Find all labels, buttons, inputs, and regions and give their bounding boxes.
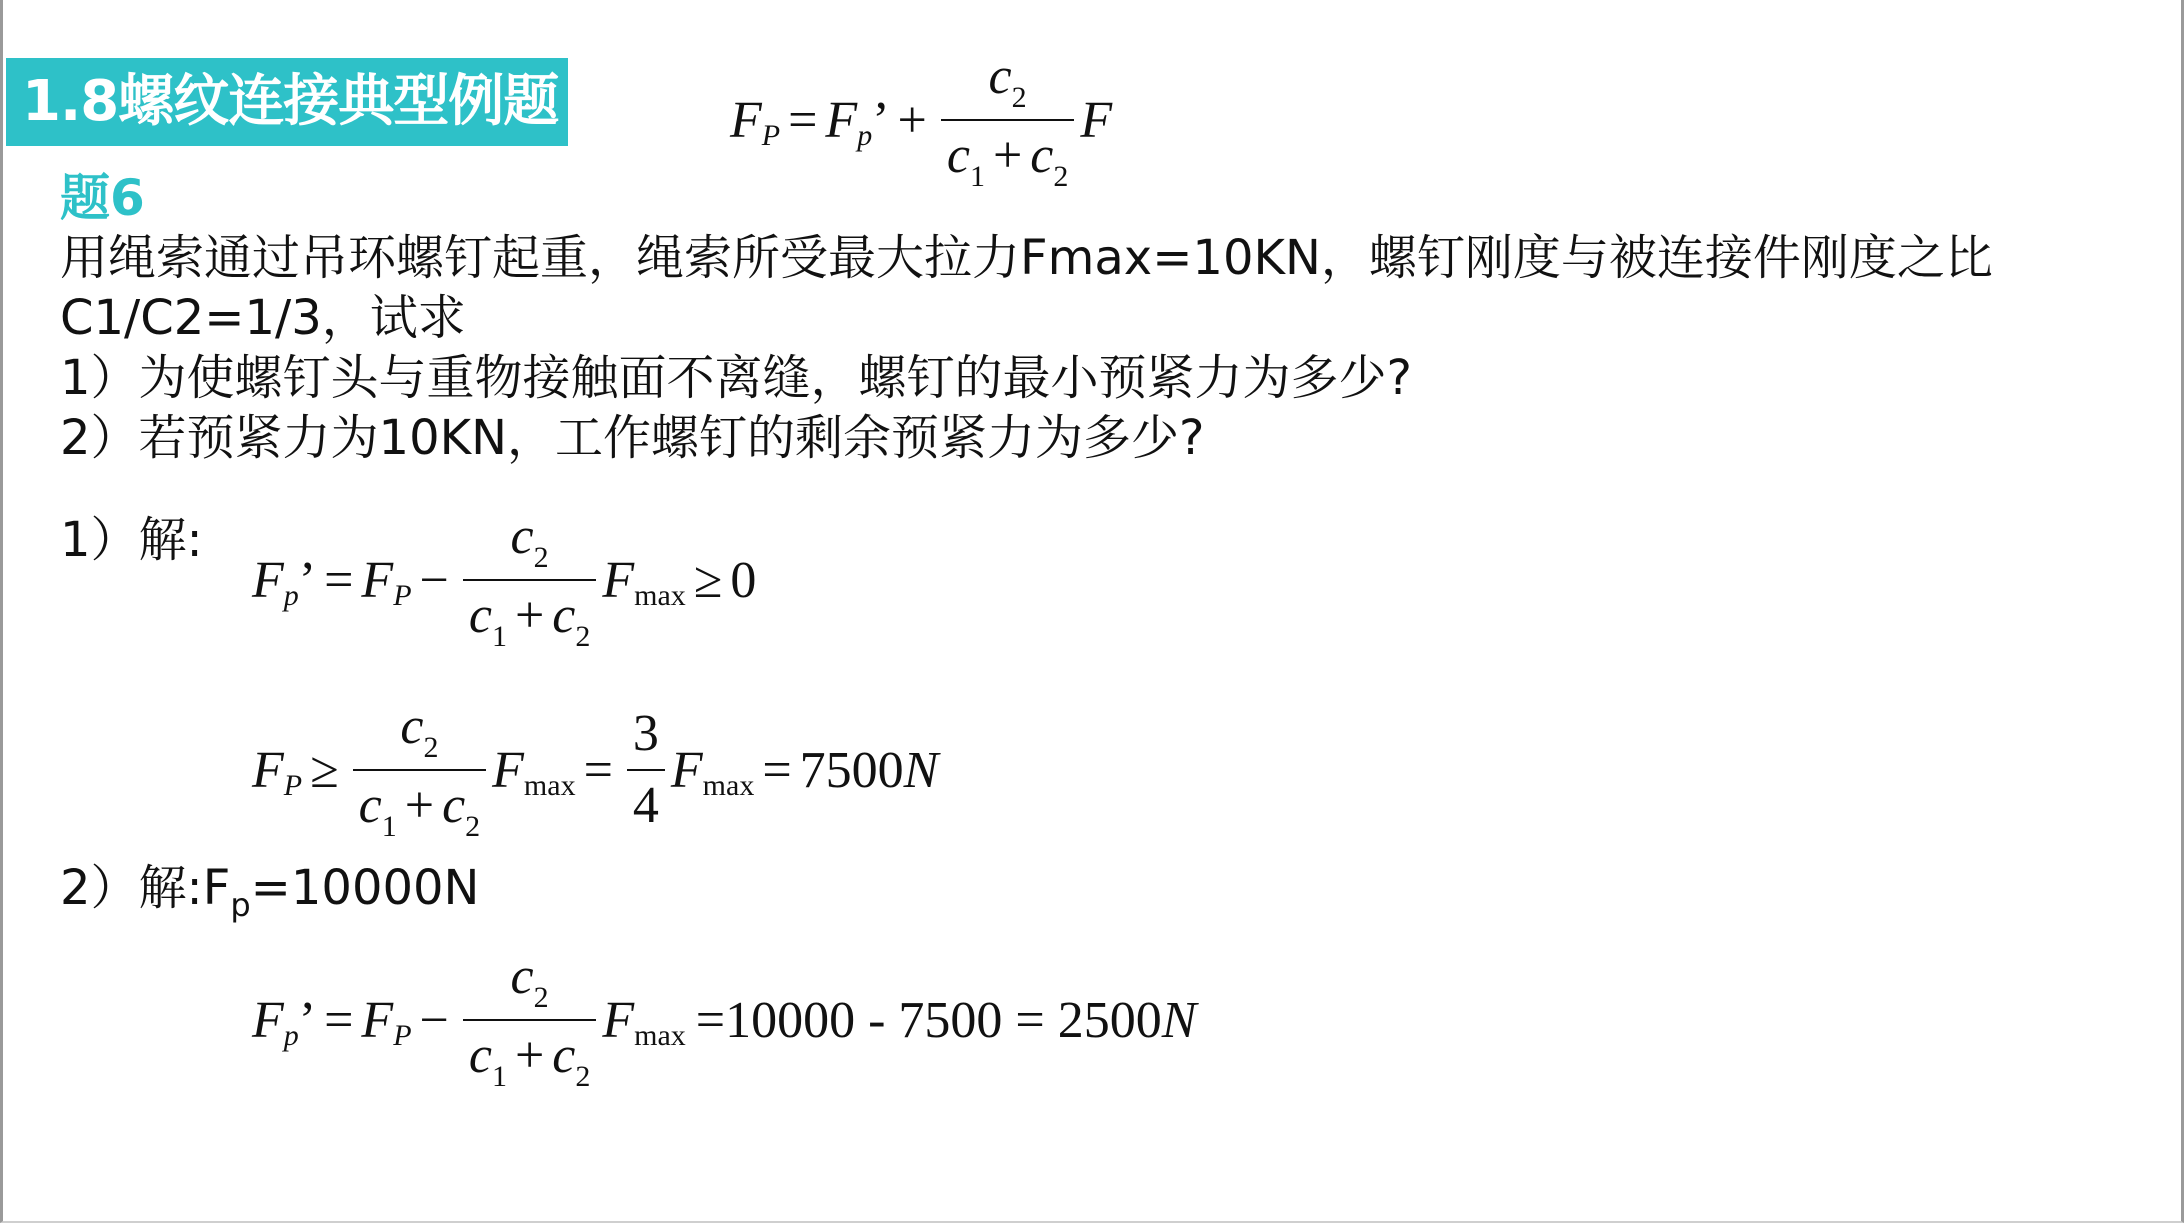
problem-line-3: 1）为使螺钉头与重物接触面不离缝，螺钉的最小预紧力为多少? bbox=[60, 350, 1413, 406]
section-title: 1.8螺纹连接典型例题 bbox=[6, 58, 568, 146]
problem-line-2: C1/C2=1/3，试求 bbox=[60, 290, 466, 346]
fraction: $\frac{c_2}{c_1 + c_2}$ bbox=[463, 948, 597, 1092]
fraction: $\frac{c_2}{c_1 + c_2}$ bbox=[463, 508, 597, 652]
solution-2-label: 2）解$:F_p=10000N$ bbox=[60, 860, 480, 924]
fraction-three-quarters: $\frac{3}{4}$ bbox=[627, 705, 665, 835]
solution-2-eq: F p ’ = F P − $\frac{c_2}{c_1 + c_2}$ F max =10000 - 7500 = 2500 N bbox=[252, 948, 1197, 1093]
formula-top: F P = F p ’ + $\frac{c_2}{c_1 + c_2}$ F bbox=[730, 48, 1113, 193]
fraction: $\frac{c_2}{c_1 + c_2}$ bbox=[941, 48, 1075, 192]
solution-1-label: 1）解: bbox=[60, 512, 203, 568]
fraction: $\frac{c_2}{c_1 + c_2}$ bbox=[353, 698, 487, 842]
solution-1-eq2: F P ≥ $\frac{c_2}{c_1 + c_2}$ F max = $\frac{3}{4}$ F max = 7500 N bbox=[252, 698, 939, 843]
problem-label: 题6 bbox=[60, 169, 145, 227]
problem-line-1: 用绳索通过吊环螺钉起重，绳索所受最大拉力Fmax=10KN，螺钉刚度与被连接件刚度之比 bbox=[60, 230, 1993, 286]
problem-line-4: 2）若预紧力为10KN，工作螺钉的剩余预紧力为多少? bbox=[60, 410, 1205, 466]
solution-1-eq1: F p ’ = F P − $\frac{c_2}{c_1 + c_2}$ F max ≥ 0 bbox=[252, 508, 757, 653]
